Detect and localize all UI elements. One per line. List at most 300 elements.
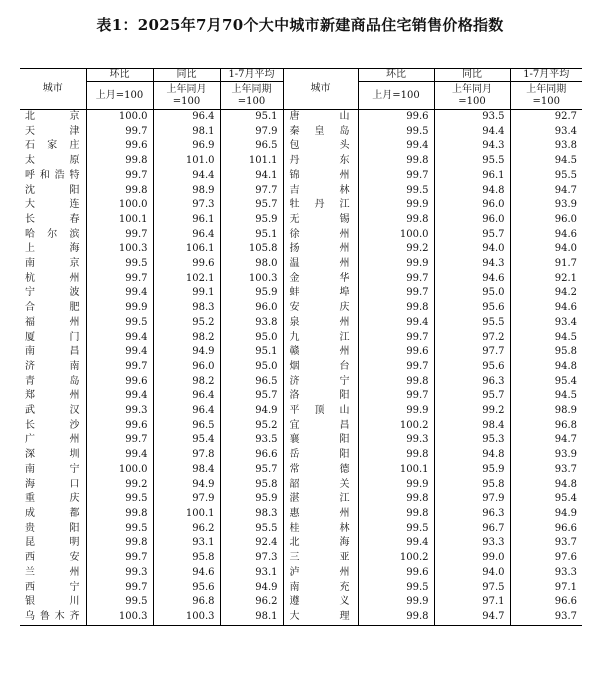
table-row — [20, 478, 582, 493]
yoy-value-left: 95.8 — [153, 551, 220, 566]
yoy-value-right: 93.5 — [434, 110, 510, 125]
mom-header-right: 环比 — [358, 69, 434, 82]
mom-value-right: 99.6 — [358, 566, 434, 581]
mom-value-right: 100.1 — [358, 463, 434, 478]
city-name-left: 郑州 — [25, 390, 80, 402]
mom-value-right: 99.5 — [358, 581, 434, 596]
avg-value-left: 95.8 — [220, 478, 283, 493]
yoy-value-left: 97.3 — [153, 198, 220, 213]
table-row — [20, 286, 582, 301]
table-row — [20, 228, 582, 243]
city-name-right: 锦州 — [283, 169, 358, 184]
mom-value-right: 99.8 — [358, 610, 434, 625]
city-name-left: 海口 — [25, 478, 80, 490]
city-name-left: 杭州 — [25, 272, 80, 284]
avg-value-right: 93.8 — [510, 139, 582, 154]
mom-value-right: 99.8 — [358, 375, 434, 390]
avg-value-left: 97.3 — [220, 551, 283, 566]
avg-value-left: 95.9 — [220, 213, 283, 228]
yoy-value-left: 97.8 — [153, 448, 220, 463]
city-name-right: 襄阳 — [283, 433, 358, 448]
avg-value-right: 96.0 — [510, 213, 582, 228]
yoy-value-left: 94.9 — [153, 345, 220, 360]
yoy-value-right: 94.4 — [434, 125, 510, 140]
city-name-left: 天津 — [25, 125, 80, 137]
mom-value-left: 99.7 — [86, 551, 153, 566]
yoy-value-right: 99.0 — [434, 551, 510, 566]
mom-value-left: 99.4 — [86, 331, 153, 346]
avg-value-right: 93.7 — [510, 610, 582, 625]
yoy-value-left: 102.1 — [153, 272, 220, 287]
mom-value-right: 99.8 — [358, 507, 434, 522]
avg-value-left: 100.3 — [220, 272, 283, 287]
city-name-right: 吉林 — [283, 184, 358, 199]
yoy-value-right: 95.9 — [434, 463, 510, 478]
yoy-value-right: 97.5 — [434, 581, 510, 596]
city-name-right: 丹东 — [283, 154, 358, 169]
city-name-left: 昆明 — [25, 537, 80, 549]
avg-value-left: 98.1 — [220, 610, 283, 625]
yoy-value-right: 96.0 — [434, 198, 510, 213]
table-title: 表1：2025年7月70个大中城市新建商品住宅销售价格指数 — [96, 16, 504, 34]
avg-value-right: 93.3 — [510, 566, 582, 581]
avg-value-right: 98.9 — [510, 404, 582, 419]
avg-value-right: 93.4 — [510, 125, 582, 140]
yoy-value-left: 99.1 — [153, 286, 220, 301]
yoy-value-left: 98.1 — [153, 125, 220, 140]
yoy-sub-right: 上年同月 =100 — [434, 82, 510, 110]
avg-value-right: 94.5 — [510, 154, 582, 169]
mom-value-right: 99.8 — [358, 213, 434, 228]
avg-value-right: 93.7 — [510, 536, 582, 551]
city-name-left: 青岛 — [25, 375, 80, 387]
mom-value-left: 100.0 — [86, 463, 153, 478]
yoy-value-left: 100.1 — [153, 507, 220, 522]
yoy-sub-left: 上年同月 =100 — [153, 82, 220, 110]
avg-value-left: 96.5 — [220, 139, 283, 154]
avg-value-right: 91.7 — [510, 257, 582, 272]
mom-value-left: 99.7 — [86, 433, 153, 448]
mom-value-right: 99.9 — [358, 478, 434, 493]
yoy-value-left: 96.4 — [153, 110, 220, 125]
mom-value-left: 99.7 — [86, 360, 153, 375]
mom-value-right: 99.8 — [358, 492, 434, 507]
mom-value-right: 99.8 — [358, 448, 434, 463]
mom-value-left: 99.7 — [86, 272, 153, 287]
mom-value-right: 100.2 — [358, 419, 434, 434]
city-name-left: 兰州 — [25, 566, 80, 578]
yoy-value-right: 96.3 — [434, 507, 510, 522]
yoy-value-right: 95.5 — [434, 316, 510, 331]
avg-value-left: 98.3 — [220, 507, 283, 522]
avg-value-left: 98.0 — [220, 257, 283, 272]
mom-value-right: 99.4 — [358, 316, 434, 331]
mom-value-left: 100.1 — [86, 213, 153, 228]
avg-value-right: 94.6 — [510, 228, 582, 243]
mom-value-left: 99.5 — [86, 257, 153, 272]
table-row — [20, 169, 582, 184]
city-name-left: 厦门 — [25, 331, 80, 343]
table-row — [20, 551, 582, 566]
avg-sub-right: 上年同期 =100 — [510, 82, 582, 110]
table-row — [20, 507, 582, 522]
avg-value-left: 92.4 — [220, 536, 283, 551]
yoy-value-left: 97.9 — [153, 492, 220, 507]
yoy-value-right: 94.7 — [434, 610, 510, 625]
mom-value-left: 99.6 — [86, 375, 153, 390]
city-name-left: 银川 — [25, 596, 80, 608]
yoy-value-right: 94.0 — [434, 242, 510, 257]
table-row — [20, 301, 582, 316]
city-name-left: 上海 — [25, 243, 80, 255]
price-index-table — [20, 68, 582, 626]
avg-value-right: 96.8 — [510, 419, 582, 434]
yoy-value-left: 98.3 — [153, 301, 220, 316]
yoy-value-right: 95.3 — [434, 433, 510, 448]
city-name-right: 牡丹江 — [283, 198, 358, 213]
avg-value-right: 95.5 — [510, 169, 582, 184]
yoy-value-right: 98.4 — [434, 419, 510, 434]
table-row — [20, 536, 582, 551]
mom-value-left: 100.0 — [86, 110, 153, 125]
yoy-value-right: 94.3 — [434, 257, 510, 272]
yoy-header-left: 同比 — [153, 69, 220, 82]
city-name-right: 桂林 — [283, 522, 358, 537]
city-name-right: 赣州 — [283, 345, 358, 360]
yoy-value-left: 96.2 — [153, 522, 220, 537]
city-name-right: 三亚 — [283, 551, 358, 566]
yoy-value-left: 94.9 — [153, 478, 220, 493]
yoy-value-left: 95.6 — [153, 581, 220, 596]
yoy-value-left: 99.6 — [153, 257, 220, 272]
avg-value-left: 95.7 — [220, 463, 283, 478]
avg-value-left: 95.1 — [220, 345, 283, 360]
avg-value-right: 94.2 — [510, 286, 582, 301]
city-name-right: 平顶山 — [283, 404, 358, 419]
mom-value-right: 99.6 — [358, 345, 434, 360]
table-row — [20, 522, 582, 537]
table-row — [20, 345, 582, 360]
yoy-value-right: 95.7 — [434, 389, 510, 404]
avg-value-right: 93.9 — [510, 198, 582, 213]
table-row — [20, 433, 582, 448]
yoy-value-right: 94.0 — [434, 566, 510, 581]
mom-value-left: 99.8 — [86, 184, 153, 199]
avg-value-left: 95.0 — [220, 360, 283, 375]
mom-value-right: 99.3 — [358, 433, 434, 448]
avg-value-left: 94.1 — [220, 169, 283, 184]
avg-value-left: 96.2 — [220, 595, 283, 610]
avg-value-right: 93.7 — [510, 463, 582, 478]
avg-value-left: 95.1 — [220, 228, 283, 243]
mom-value-left: 99.6 — [86, 139, 153, 154]
city-name-right: 遵义 — [283, 595, 358, 610]
mom-value-left: 99.4 — [86, 345, 153, 360]
city-name-right: 湛江 — [283, 492, 358, 507]
mom-value-left: 99.7 — [86, 228, 153, 243]
avg-value-right: 94.5 — [510, 389, 582, 404]
mom-value-right: 99.2 — [358, 242, 434, 257]
city-name-right: 南充 — [283, 581, 358, 596]
avg-value-right: 96.6 — [510, 595, 582, 610]
city-name-right: 安庆 — [283, 301, 358, 316]
table-row — [20, 404, 582, 419]
yoy-value-right: 95.0 — [434, 286, 510, 301]
mom-header-left: 环比 — [86, 69, 153, 82]
mom-value-left: 99.6 — [86, 419, 153, 434]
city-name-right: 包头 — [283, 139, 358, 154]
avg-value-right: 94.5 — [510, 331, 582, 346]
city-name-right: 扬州 — [283, 242, 358, 257]
table-row — [20, 110, 582, 125]
yoy-value-right: 94.8 — [434, 448, 510, 463]
mom-value-left: 99.5 — [86, 595, 153, 610]
mom-value-left: 99.7 — [86, 125, 153, 140]
table-row — [20, 139, 582, 154]
table-row — [20, 610, 582, 625]
mom-value-left: 99.2 — [86, 478, 153, 493]
table-row — [20, 581, 582, 596]
mom-value-right: 99.7 — [358, 389, 434, 404]
avg-value-right: 95.8 — [510, 345, 582, 360]
table-row — [20, 463, 582, 478]
mom-value-left: 99.5 — [86, 316, 153, 331]
yoy-value-right: 93.3 — [434, 536, 510, 551]
city-name-right: 常德 — [283, 463, 358, 478]
yoy-value-left: 95.2 — [153, 316, 220, 331]
mom-value-left: 99.8 — [86, 536, 153, 551]
city-name-right: 秦皇岛 — [283, 125, 358, 140]
avg-value-right: 95.4 — [510, 492, 582, 507]
mom-value-left: 99.9 — [86, 301, 153, 316]
yoy-value-right: 99.2 — [434, 404, 510, 419]
city-name-right: 无锡 — [283, 213, 358, 228]
yoy-value-left: 98.2 — [153, 331, 220, 346]
table-row — [20, 198, 582, 213]
city-name-right: 烟台 — [283, 360, 358, 375]
table-row — [20, 492, 582, 507]
avg-value-left: 97.9 — [220, 125, 283, 140]
city-name-left: 广州 — [25, 434, 80, 446]
table-row — [20, 448, 582, 463]
yoy-value-right: 94.8 — [434, 184, 510, 199]
city-name-left: 南昌 — [25, 346, 80, 358]
city-name-left: 北京 — [25, 111, 80, 122]
yoy-value-right: 97.2 — [434, 331, 510, 346]
mom-value-right: 99.7 — [358, 360, 434, 375]
avg-value-left: 94.9 — [220, 404, 283, 419]
mom-sub-right: 上月=100 — [358, 82, 434, 110]
city-name-right: 泉州 — [283, 316, 358, 331]
city-name-right: 韶关 — [283, 478, 358, 493]
yoy-value-left: 96.9 — [153, 139, 220, 154]
city-name-left: 合肥 — [25, 302, 80, 314]
table-row — [20, 242, 582, 257]
avg-value-right: 94.9 — [510, 507, 582, 522]
avg-value-left: 94.9 — [220, 581, 283, 596]
mom-value-left: 99.4 — [86, 286, 153, 301]
avg-value-right: 94.8 — [510, 360, 582, 375]
yoy-value-right: 94.3 — [434, 139, 510, 154]
avg-header-right: 1-7月平均 — [510, 69, 582, 82]
mom-value-right: 99.7 — [358, 169, 434, 184]
avg-value-left: 93.8 — [220, 316, 283, 331]
mom-value-right: 99.5 — [358, 522, 434, 537]
yoy-value-right: 97.1 — [434, 595, 510, 610]
city-name-right: 济宁 — [283, 375, 358, 390]
city-name-right: 惠州 — [283, 507, 358, 522]
yoy-value-right: 95.5 — [434, 154, 510, 169]
city-name-left: 大连 — [25, 199, 80, 211]
mom-value-left: 99.4 — [86, 389, 153, 404]
avg-value-left: 105.8 — [220, 242, 283, 257]
table-row — [20, 419, 582, 434]
yoy-header-right: 同比 — [434, 69, 510, 82]
avg-value-right: 93.9 — [510, 448, 582, 463]
table-row — [20, 331, 582, 346]
mom-value-left: 99.3 — [86, 404, 153, 419]
avg-value-left: 95.9 — [220, 492, 283, 507]
mom-value-right: 99.5 — [358, 184, 434, 199]
yoy-value-left: 106.1 — [153, 242, 220, 257]
city-name-left: 南京 — [25, 258, 80, 270]
yoy-value-left: 96.4 — [153, 389, 220, 404]
yoy-value-right: 96.7 — [434, 522, 510, 537]
city-header-left: 城市 — [20, 69, 86, 110]
city-name-right: 洛阳 — [283, 389, 358, 404]
avg-value-left: 96.5 — [220, 375, 283, 390]
mom-value-left: 100.3 — [86, 610, 153, 625]
mom-value-right: 99.9 — [358, 198, 434, 213]
avg-value-left: 96.6 — [220, 448, 283, 463]
yoy-value-left: 93.1 — [153, 536, 220, 551]
avg-value-right: 94.7 — [510, 184, 582, 199]
avg-value-left: 101.1 — [220, 154, 283, 169]
mom-value-left: 99.7 — [86, 169, 153, 184]
city-name-left: 石家庄 — [25, 140, 80, 152]
city-name-left: 乌鲁木齐 — [20, 610, 86, 625]
yoy-value-right: 95.8 — [434, 478, 510, 493]
mom-value-right: 99.5 — [358, 125, 434, 140]
mom-value-left: 99.8 — [86, 154, 153, 169]
table-row — [20, 595, 582, 610]
yoy-value-left: 96.0 — [153, 360, 220, 375]
city-name-left: 成都 — [25, 507, 80, 519]
mom-value-right: 99.7 — [358, 331, 434, 346]
yoy-value-right: 95.6 — [434, 360, 510, 375]
avg-value-left: 93.5 — [220, 433, 283, 448]
city-name-left: 太原 — [25, 155, 80, 167]
city-name-right: 岳阳 — [283, 448, 358, 463]
avg-value-right: 97.1 — [510, 581, 582, 596]
avg-value-left: 93.1 — [220, 566, 283, 581]
mom-value-left: 99.5 — [86, 522, 153, 537]
table-row — [20, 154, 582, 169]
yoy-value-right: 96.0 — [434, 213, 510, 228]
mom-value-left: 99.8 — [86, 507, 153, 522]
yoy-value-left: 98.4 — [153, 463, 220, 478]
yoy-value-right: 96.3 — [434, 375, 510, 390]
table-row — [20, 375, 582, 390]
city-name-right: 大理 — [283, 610, 358, 625]
city-name-left: 长沙 — [25, 419, 80, 431]
yoy-value-left: 94.4 — [153, 169, 220, 184]
city-name-left: 武汉 — [25, 405, 80, 417]
mom-value-left: 99.3 — [86, 566, 153, 581]
avg-header-left: 1-7月平均 — [220, 69, 283, 82]
table-row — [20, 184, 582, 199]
avg-value-right: 92.7 — [510, 110, 582, 125]
yoy-value-right: 97.9 — [434, 492, 510, 507]
yoy-value-left: 101.0 — [153, 154, 220, 169]
mom-value-left: 99.4 — [86, 448, 153, 463]
city-name-left: 宁波 — [25, 287, 80, 299]
table-body — [20, 110, 582, 626]
yoy-value-left: 96.8 — [153, 595, 220, 610]
avg-value-left: 97.7 — [220, 184, 283, 199]
city-header-right: 城市 — [283, 69, 358, 110]
yoy-value-right: 97.7 — [434, 345, 510, 360]
table-row — [20, 360, 582, 375]
yoy-value-left: 98.9 — [153, 184, 220, 199]
yoy-value-left: 100.3 — [153, 610, 220, 625]
yoy-value-right: 94.6 — [434, 272, 510, 287]
table-row — [20, 272, 582, 287]
table-row — [20, 316, 582, 331]
avg-value-right: 92.1 — [510, 272, 582, 287]
city-name-left: 福州 — [25, 316, 80, 328]
mom-value-left: 99.5 — [86, 492, 153, 507]
city-name-right: 徐州 — [283, 228, 358, 243]
mom-value-right: 99.7 — [358, 272, 434, 287]
mom-value-left: 99.7 — [86, 581, 153, 596]
table-row — [20, 213, 582, 228]
mom-value-right: 99.9 — [358, 595, 434, 610]
city-name-left: 呼和浩特 — [25, 169, 80, 181]
city-name-left: 西安 — [25, 552, 80, 564]
mom-value-right: 99.6 — [358, 110, 434, 125]
city-name-right: 唐山 — [283, 110, 358, 125]
mom-value-right: 99.9 — [358, 404, 434, 419]
yoy-value-right: 95.6 — [434, 301, 510, 316]
city-name-right: 北海 — [283, 536, 358, 551]
mom-value-right: 100.0 — [358, 228, 434, 243]
avg-sub-left: 上年同期 =100 — [220, 82, 283, 110]
table-row — [20, 257, 582, 272]
avg-value-left: 95.2 — [220, 419, 283, 434]
yoy-value-right: 96.1 — [434, 169, 510, 184]
city-name-right: 蚌埠 — [283, 286, 358, 301]
city-name-left: 贵阳 — [25, 522, 80, 534]
city-name-left: 沈阳 — [25, 184, 80, 196]
avg-value-left: 95.0 — [220, 331, 283, 346]
yoy-value-left: 98.2 — [153, 375, 220, 390]
city-name-left: 长春 — [25, 213, 80, 225]
mom-value-right: 99.4 — [358, 139, 434, 154]
mom-sub-left: 上月=100 — [86, 82, 153, 110]
avg-value-left: 95.5 — [220, 522, 283, 537]
mom-value-right: 99.8 — [358, 154, 434, 169]
yoy-value-left: 94.6 — [153, 566, 220, 581]
avg-value-left: 95.9 — [220, 286, 283, 301]
mom-value-right: 99.4 — [358, 536, 434, 551]
mom-value-left: 100.3 — [86, 242, 153, 257]
yoy-value-left: 96.4 — [153, 228, 220, 243]
city-name-right: 九江 — [283, 331, 358, 346]
avg-value-right: 94.0 — [510, 242, 582, 257]
city-name-left: 哈尔滨 — [25, 228, 80, 240]
mom-value-right: 99.7 — [358, 286, 434, 301]
